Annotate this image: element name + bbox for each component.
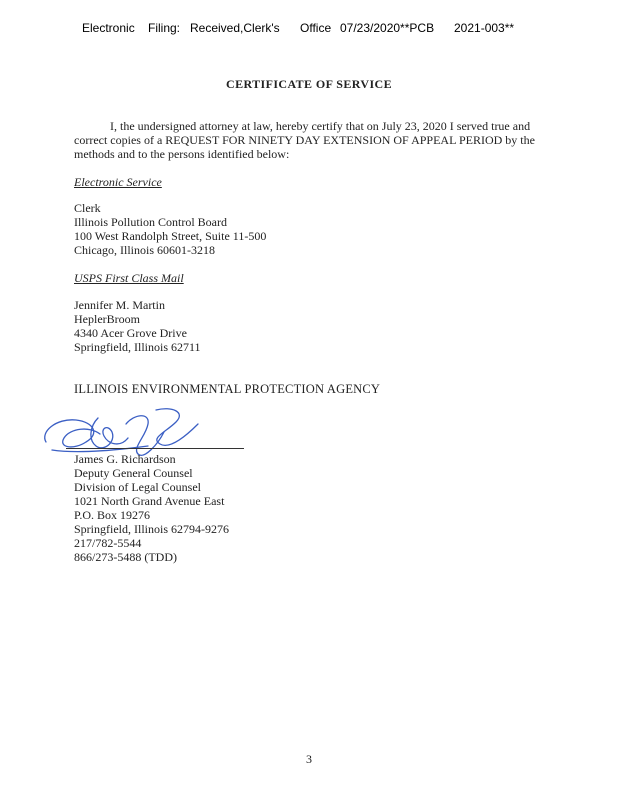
header-date-pcb: 07/23/2020**PCB: [340, 21, 435, 35]
usps-service-address: [74, 298, 201, 354]
header-case-number: 2021-003**: [454, 21, 515, 35]
signatory-street: 1021 North Grand Avenue East: [74, 494, 225, 508]
filing-header: [0, 21, 618, 37]
address-line: Springfield, Illinois 62711: [74, 340, 201, 354]
signatory-tdd: 866/273-5488 (TDD): [74, 550, 177, 564]
document-title: CERTIFICATE OF SERVICE: [226, 77, 392, 91]
address-line: 100 West Randolph Street, Suite 11-500: [74, 229, 267, 243]
address-line: Clerk: [74, 201, 101, 215]
signatory-city: Springfield, Illinois 62794-9276: [74, 522, 229, 536]
electronic-service-address: [74, 201, 266, 257]
signature-line: [66, 448, 244, 449]
header-filing: Filing:: [148, 21, 181, 35]
address-line: 4340 Acer Grove Drive: [74, 326, 187, 340]
agency-name: ILLINOIS ENVIRONMENTAL PROTECTION AGENCY: [74, 382, 381, 396]
certification-paragraph: I, the undersigned attorney at law, hereby certify that on July 23, 2020 I served true and correct copies of a REQUEST FOR NINETY DAY EXTENSION OF APPEAL PERIOD by the methods and to the persons identified below:: [74, 119, 535, 161]
address-line: Jennifer M. Martin: [74, 298, 165, 312]
signatory-block: [74, 452, 229, 564]
page-number: 3: [306, 752, 312, 766]
signatory-title: Deputy General Counsel: [74, 466, 193, 480]
address-line: Illinois Pollution Control Board: [74, 215, 228, 229]
address-line: Chicago, Illinois 60601-3218: [74, 243, 215, 257]
signatory-phone: 217/782-5544: [74, 536, 142, 550]
electronic-service-heading: Electronic Service: [74, 175, 162, 189]
signatory-division: Division of Legal Counsel: [74, 480, 201, 494]
header-received: Received,Clerk's: [190, 21, 280, 35]
header-office: Office: [300, 21, 332, 35]
usps-service-heading: USPS First Class Mail: [74, 271, 184, 285]
signatory-name: James G. Richardson: [74, 452, 176, 466]
address-line: HeplerBroom: [74, 312, 140, 326]
signatory-po-box: P.O. Box 19276: [74, 508, 151, 522]
header-electronic: Electronic: [82, 21, 135, 35]
